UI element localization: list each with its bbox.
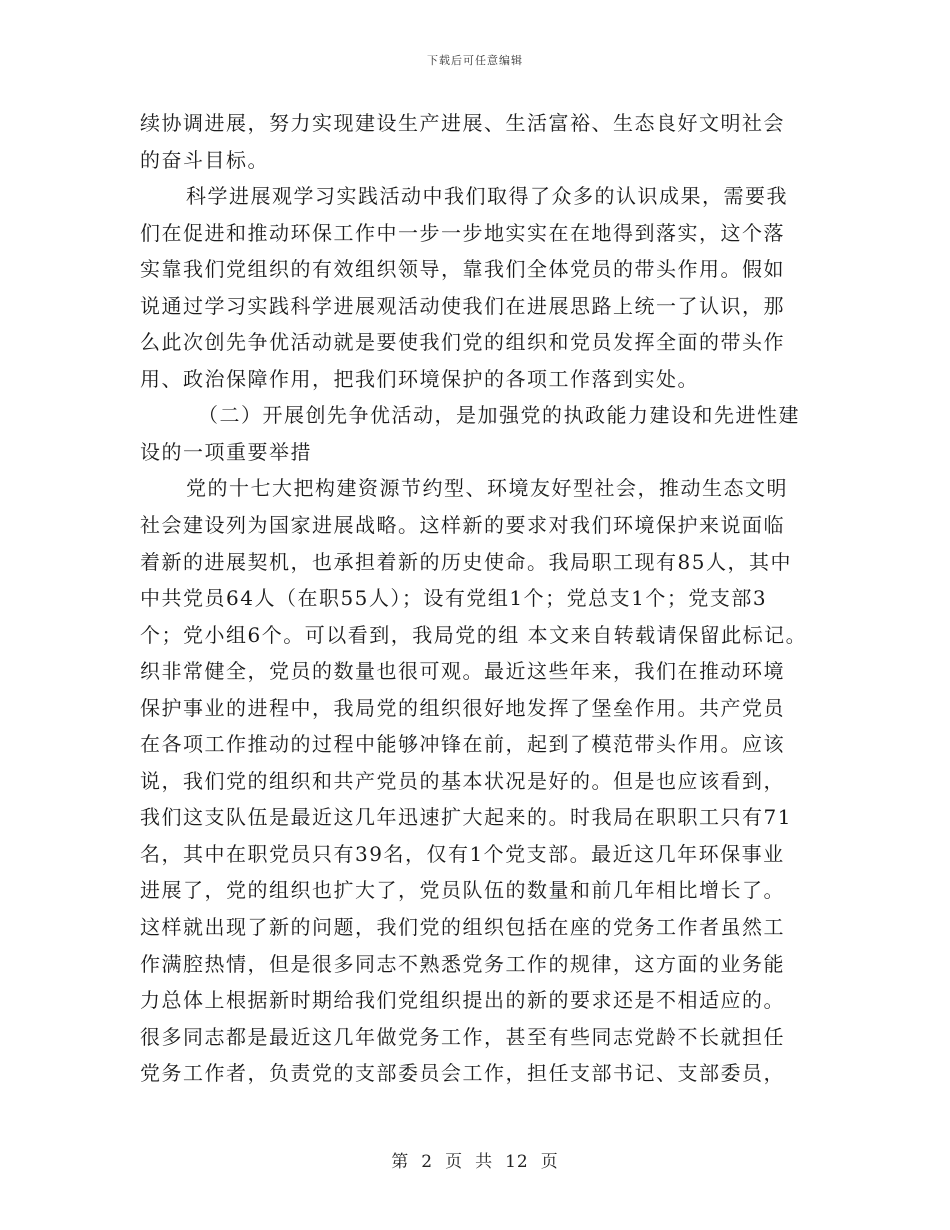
page-footer <box>0 1147 950 1172</box>
page-number: 2 <box>421 1152 434 1172</box>
text-line: 实靠我们党组织的有效组织领导，靠我们全体党员的带头作用。假如 <box>140 257 785 282</box>
paragraph-start-line: 科学进展观学习实践活动中我们取得了众多的认识成果，需要我 <box>186 184 788 209</box>
text-line: 么此次创先争优活动就是要使我们党的组织和党员发挥全面的带头作 <box>140 330 785 355</box>
section-heading-line: 设的一项重要举措 <box>140 439 312 464</box>
page-prefix: 第 <box>391 1152 410 1172</box>
text-line: 很多同志都是最近这几年做党务工作，甚至有些同志党龄不长就担任 <box>140 1024 785 1049</box>
text-line: 织非常健全，党员的数量也很可观。最近这些年来，我们在推动环境 <box>140 659 785 684</box>
text-line: 力总体上根据新时期给我们党组织提出的新的要求还是不相适应的。 <box>140 988 785 1013</box>
text-line: 作满腔热情，但是很多同志不熟悉党务工作的规律，这方面的业务能 <box>140 951 785 976</box>
text-line: 个；党小组6个。可以看到，我局党的组 本文来自转载请保留此标记。 <box>140 622 808 647</box>
text-line: 保护事业的进程中，我局党的组织很好地发挥了堡垒作用。共产党员 <box>140 695 785 720</box>
total-word: 页 <box>540 1152 559 1172</box>
document-body <box>140 105 820 1092</box>
text-line: 续协调进展，努力实现建设生产进展、生活富裕、生态良好文明社会 <box>140 111 785 135</box>
page-word: 页 <box>445 1152 464 1172</box>
text-line: 党务工作者，负责党的支部委员会工作，担任支部书记、支部委员， <box>140 1061 785 1086</box>
text-line: 社会建设列为国家进展战略。这样新的要求对我们环境保护来说面临 <box>140 513 785 538</box>
total-pages: 12 <box>505 1152 529 1172</box>
text-line: 这样就出现了新的问题，我们党的组织包括在座的党务工作者虽然工 <box>140 915 785 940</box>
text-line: 名，其中在职党员只有39名，仅有1个党支部。最近这几年环保事业 <box>140 841 785 866</box>
text-line: 用、政治保障作用，把我们环境保护的各项工作落到实处。 <box>140 366 699 391</box>
text-line: 中共党员64人（在职55人）；设有党组1个；党总支1个；党支部3 <box>140 586 768 611</box>
paragraph-start-line: 党的十七大把构建资源节约型、环境友好型社会，推动生态文明 <box>186 476 788 501</box>
total-prefix: 共 <box>475 1152 494 1172</box>
text-line: 我们这支队伍是最近这几年迅速扩大起来的。时我局在职职工只有71 <box>140 805 792 830</box>
text-line: 的奋斗目标。 <box>140 147 269 172</box>
text-line: 们在促进和推动环保工作中一步一步地实实在在地得到落实，这个落 <box>140 220 785 245</box>
text-line: 说通过学习实践科学进展观活动使我们在进展思路上统一了认识，那 <box>140 293 785 318</box>
section-heading-line: （二）开展创先争优活动，是加强党的执政能力建设和先进性建 <box>198 403 800 428</box>
text-line: 着新的进展契机，也承担着新的历史使命。我局职工现有85人，其中 <box>140 549 792 574</box>
page-header-note: 下载后可任意编辑 <box>427 54 523 67</box>
text-line: 说，我们党的组织和共产党员的基本状况是好的。但是也应该看到， <box>140 768 785 793</box>
text-line: 进展了，党的组织也扩大了，党员队伍的数量和前几年相比增长了。 <box>140 878 785 903</box>
text-line: 在各项工作推动的过程中能够冲锋在前，起到了模范带头作用。应该 <box>140 732 785 757</box>
